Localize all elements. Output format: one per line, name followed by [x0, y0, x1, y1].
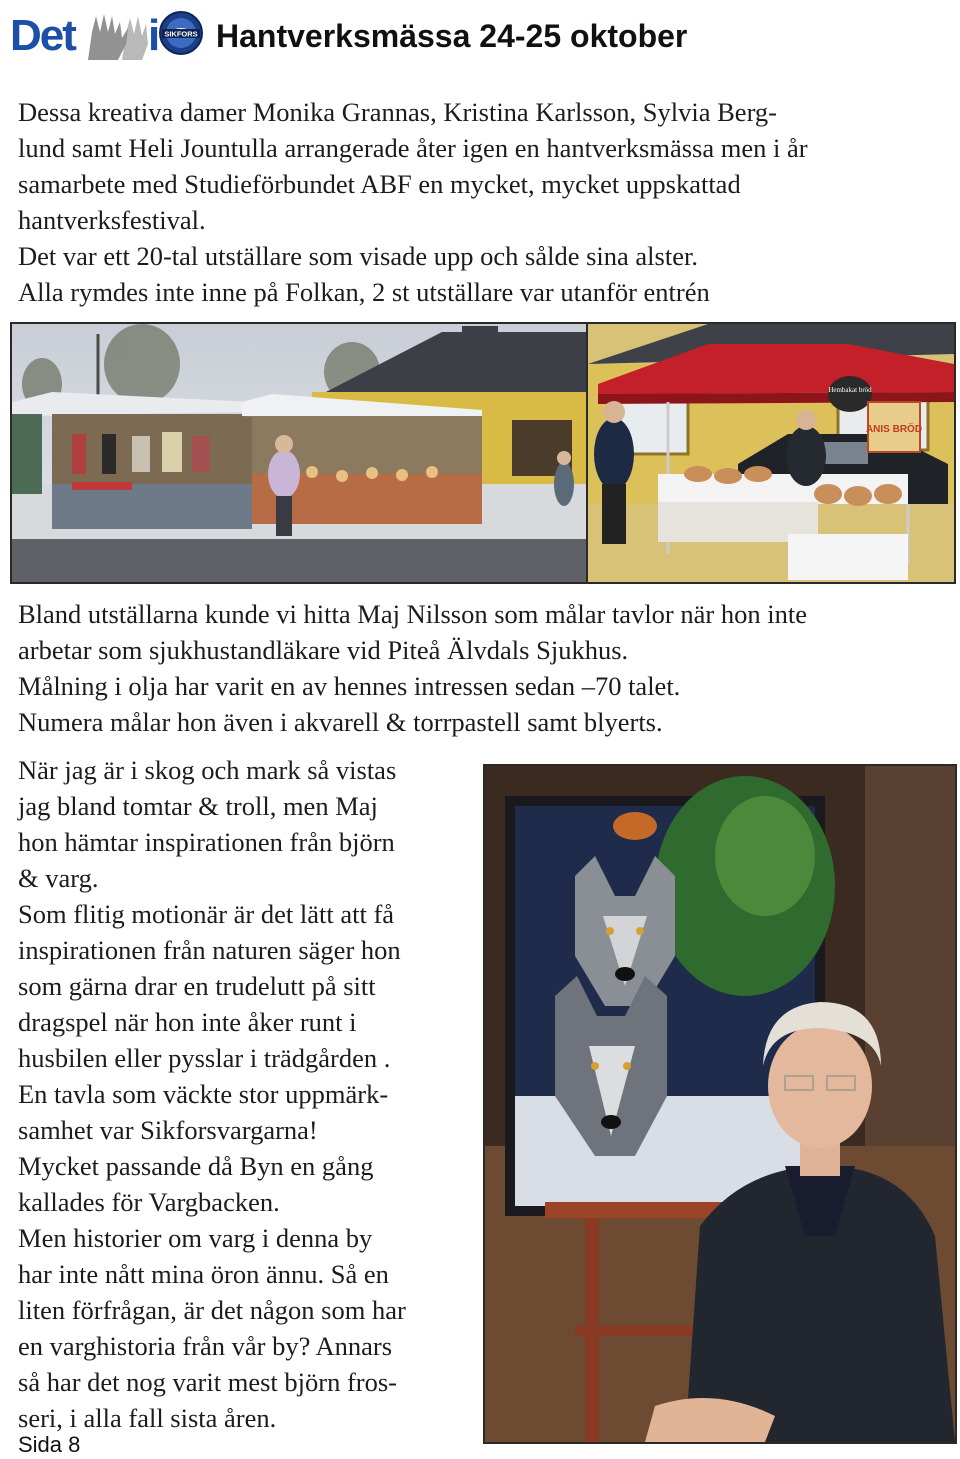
text-line: inspirationen från naturen säger hon	[18, 935, 401, 965]
text-line: en varghistoria från vår by? Annars	[18, 1331, 393, 1361]
text-line: som gärna drar en trudelutt på sitt	[18, 971, 376, 1001]
text-line: så har det nog varit mest björn fros-	[18, 1367, 397, 1397]
text-line: hon hämtar inspirationen från björn	[18, 827, 395, 857]
sikfors-seal-icon	[158, 10, 204, 56]
text-line: När jag är i skog och mark så vistas	[18, 755, 397, 785]
page-header	[8, 4, 952, 66]
seal-text: SIKFORS	[164, 29, 198, 39]
text-line: En tavla som väckte stor uppmärk-	[18, 1079, 389, 1109]
text-line: lund samt Heli Jountulla arrangerade åter igen en hantverksmässa men i år	[18, 133, 808, 163]
text-line: samhet var Sikforsvargarna!	[18, 1115, 318, 1145]
middle-paragraph	[18, 596, 958, 740]
text-line: Målning i olja har varit en av hennes intressen sedan –70 talet.	[18, 671, 681, 701]
text-line: Alla rymdes inte inne på Folkan, 2 st utställare var utanför entrén	[18, 277, 710, 307]
text-line: dragspel när hon inte åker runt i	[18, 1007, 357, 1037]
text-line: liten förfrågan, är det någon som har	[18, 1295, 406, 1325]
hand-icon	[82, 10, 150, 62]
text-line: kallades för Vargbacken.	[18, 1187, 280, 1217]
text-line: Det var ett 20-tal utställare som visade upp och sålde sina alster.	[18, 241, 698, 271]
bread-stall-photo	[586, 322, 956, 584]
column-paragraph	[18, 752, 480, 1436]
text-line: Som flitig motionär är det lätt att få	[18, 899, 395, 929]
text-line: seri, i alla fall sista åren.	[18, 1403, 277, 1433]
text-line: Mycket passande då Byn en gång	[18, 1151, 374, 1181]
logo-text: Det	[10, 11, 75, 60]
text-line: & varg.	[18, 863, 99, 893]
text-line: jag bland tomtar & troll, men Maj	[18, 791, 378, 821]
text-line: har inte nått mina öron ännu. Så en	[18, 1259, 389, 1289]
text-line: husbilen eller pysslar i trädgården .	[18, 1043, 391, 1073]
market-stalls-photo	[10, 322, 588, 584]
text-line: hantverksfestival.	[18, 205, 206, 235]
text-line: arbetar som sjukhustandläkare vid Piteå Älvdals Sjukhus.	[18, 635, 629, 665]
page-number: Sida 8	[18, 1432, 81, 1457]
page-title: Hantverksmässa 24-25 oktober	[216, 18, 688, 54]
painter-with-wolf-painting-photo	[483, 764, 957, 1444]
text-line: samarbete med Studieförbundet ABF en mycket, mycket uppskattad	[18, 169, 741, 199]
sign-text: Hembakat bröd	[828, 386, 872, 394]
text-line: Dessa kreativa damer Monika Grannas, Kristina Karlsson, Sylvia Berg-	[18, 97, 777, 127]
text-line: Men historier om varg i denna by	[18, 1223, 373, 1253]
sign-text: ANIS BRÖD	[865, 424, 923, 435]
intro-paragraph	[18, 94, 948, 310]
text-line: Bland utställarna kunde vi hitta Maj Nilsson som målar tavlor när hon inte	[18, 599, 807, 629]
det-i-sikfors-logo	[8, 6, 200, 64]
text-line: Numera målar hon även i akvarell & torrpastell samt blyerts.	[18, 707, 663, 737]
logo-letter: i	[148, 11, 161, 60]
